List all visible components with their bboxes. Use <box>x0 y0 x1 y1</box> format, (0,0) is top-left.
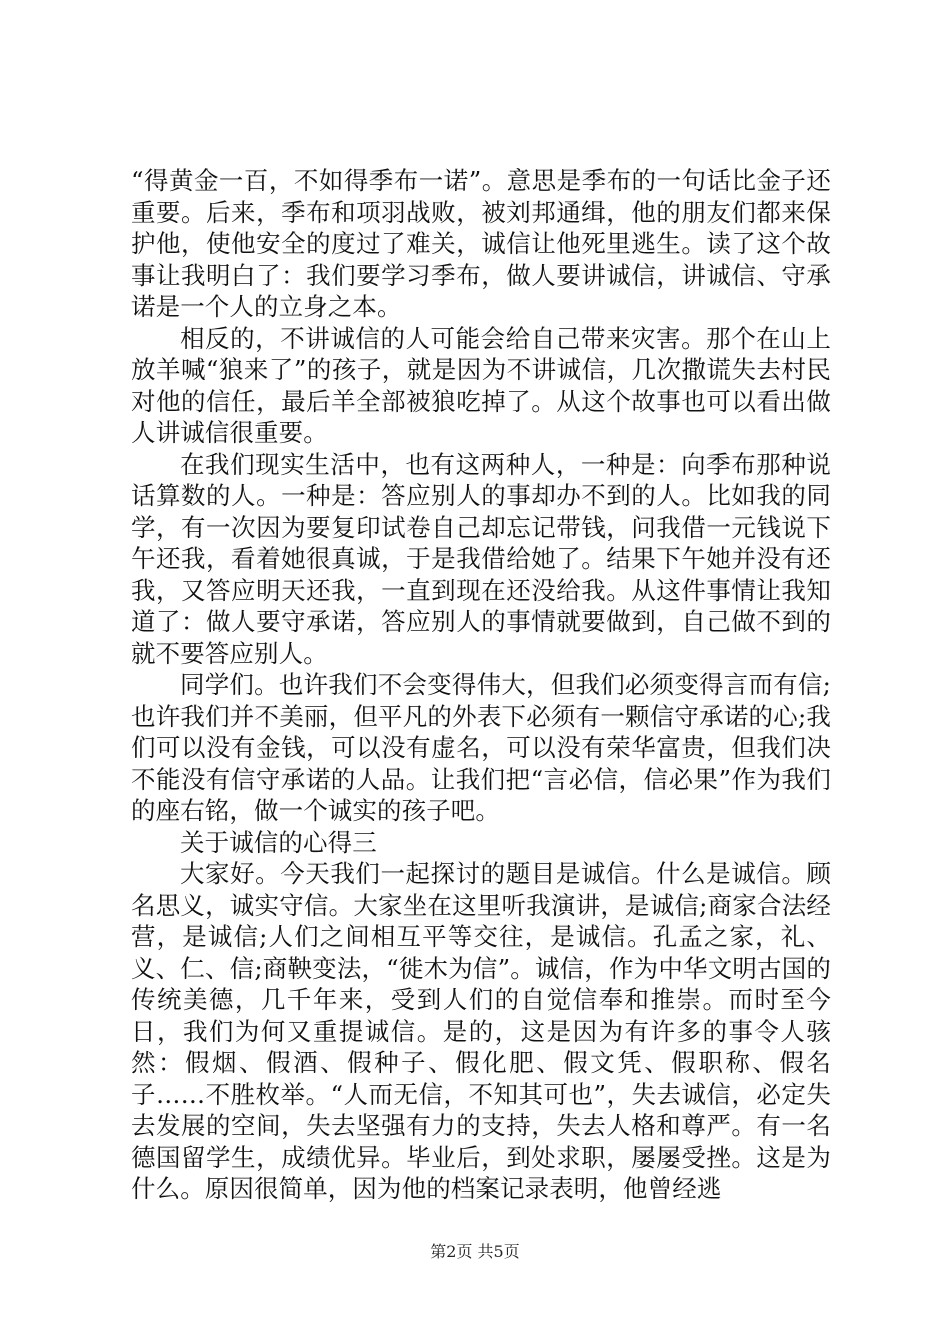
section-heading: 关于诚信的心得三 <box>180 827 377 857</box>
document-body <box>131 165 831 1205</box>
paragraph-ji-bu-story: “得黄金一百，不如得季布一诺”。意思是季布的一句话比金子还重要。后来，季布和项羽战败，被刘邦通缉，他的朋友们都来保护他，使他安全的度过了难关，诚信让他死里逃生。读了这个故事让我明白了：我们要学习季布，做人要讲诚信，讲诚信、守承诺是一个人的立身之本。 <box>131 166 831 321</box>
paragraph-wolf-story: 相反的，不讲诚信的人可能会给自己带来灾害。那个在山上放羊喊“狼来了”的孩子，就是因为不讲诚信，几次撒谎失去村民对他的信任，最后羊全部被狼吃掉了。从这个故事也可以看出做人讲诚信很重要。 <box>131 323 831 447</box>
paragraph-speech: 大家好。今天我们一起探讨的题目是诚信。什么是诚信。顾名思义，诚实守信。大家坐在这里听我演讲，是诚信;商家合法经营，是诚信;人们之间相互平等交往，是诚信。孔孟之家，礼、义、仁、信;商鞅变法，“徙木为信”。诚信，作为中华文明古国的传统美德，几千年来，受到人们的自觉信奉和推崇。而时至今日，我们为何又重提诚信。是的，这是因为有许多的事令人骇然：假烟、假酒、假种子、假化肥、假文凭、假职称、假名子……不胜枚举。“人而无信，不知其可也”，失去诚信，必定失去发展的空间，失去坚强有力的支持，失去人格和尊严。有一名德国留学生，成绩优异。毕业后，到处求职，屡屡受挫。这是为什么。原因很简单，因为他的档案记录表明，他曾经逃 <box>131 859 831 1203</box>
paragraph-classmates: 同学们。也许我们不会变得伟大，但我们必须变得言而有信;也许我们并不美丽，但平凡的外表下必须有一颗信守承诺的心;我们可以没有金钱，可以没有虚名，可以没有荣华富贵，但我们决不能没有信守承诺的人品。让我们把“言必信，信必果”作为我们的座右铭，做一个诚实的孩子吧。 <box>131 670 831 825</box>
page-number-footer: 第2页 共5页 <box>430 1242 520 1261</box>
paragraph-real-life: 在我们现实生活中，也有这两种人，一种是：向季布那种说话算数的人。一种是：答应别人的事却办不到的人。比如我的同学，有一次因为要复印试卷自己却忘记带钱，问我借一元钱说下午还我，看着她很真诚，于是我借给她了。结果下午她并没有还我，又答应明天还我，一直到现在还没给我。从这件事情让我知道了：做人要守承诺，答应别人的事情就要做到，自己做不到的就不要答应别人。 <box>131 449 831 668</box>
